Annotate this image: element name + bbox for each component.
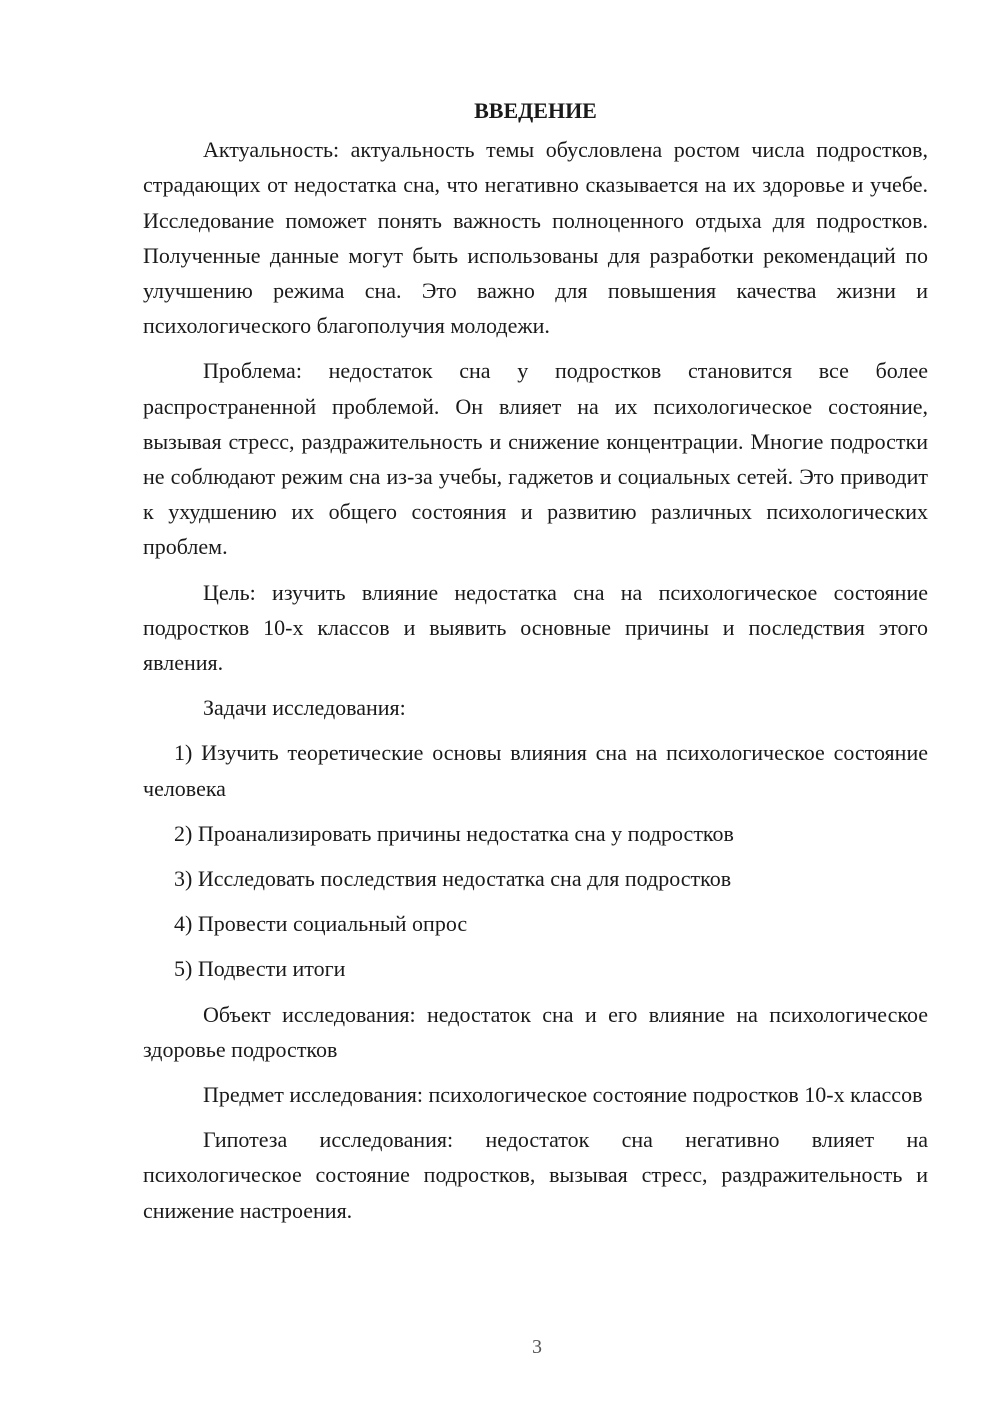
task-item-1: 1) Изучить теоретические основы влияния сна на психологическое состояние человека xyxy=(143,740,928,801)
paragraph-goal: Цель: изучить влияние недостатка сна на психологическое состояние подростков 10-х классов и выявить основные причины и последствия этого явления. xyxy=(143,579,928,676)
task-item-4: 4) Провести социальный опрос xyxy=(174,911,468,937)
task-item-2: 2) Проанализировать причины недостатка сна у подростков xyxy=(174,820,734,846)
paragraph-relevance: Актуальность: актуальность темы обусловлена ростом числа подростков, страдающих от недостатка сна, что негативно сказывается на их здоровье и учебе. Исследование поможет понять важность полноценного отдыха для подростков. Полученные данные могут быть использованы для разработки рекомендаций по улучшению режима сна. Это важно для повышения качества жизни и психологического благополучия молодежи. xyxy=(143,137,928,339)
paragraph-subject: Предмет исследования: психологическое состояние подростков 10-х классов xyxy=(203,1082,923,1108)
paragraph-hypothesis: Гипотеза исследования: недостаток сна негативно влияет на психологическое состояние подростков, вызывая стресс, раздражительность и снижение настроения. xyxy=(143,1127,928,1223)
paragraph-tasks-title: Задачи исследования: xyxy=(203,695,406,721)
paragraph-object: Объект исследования: недостаток сна и его влияние на психологическое здоровье подростков xyxy=(143,1001,928,1062)
paragraph-problem: Проблема: недостаток сна у подростков становится все более распространенной проблемой. Он влияет на их психологическое состояние, вызывая стресс, раздражительность и снижение концентрации. Многие подростки не соблюдают режим сна из-за учебы, гаджетов и социальных сетей. Это приводит к ухудшению их общего состояния и развитию различных психологических проблем. xyxy=(143,358,928,560)
section-heading: ВВЕДЕНИЕ xyxy=(474,98,597,123)
task-item-3: 3) Исследовать последствия недостатка сна для подростков xyxy=(174,866,732,892)
page-number: 3 xyxy=(532,1336,542,1358)
task-item-5: 5) Подвести итоги xyxy=(174,956,346,982)
page-content xyxy=(143,93,928,1238)
